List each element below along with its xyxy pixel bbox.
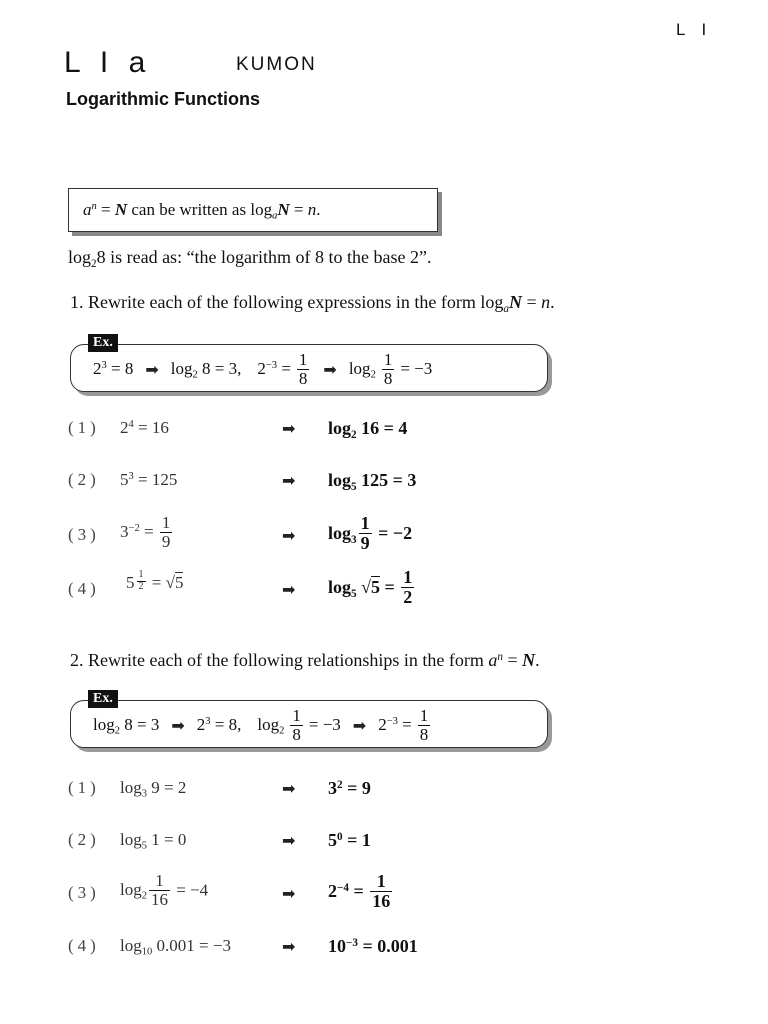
s2-ex-e1-log: $\log_2 8 = 3$: [93, 715, 160, 738]
rule-N2: N: [277, 200, 290, 219]
problem-label: (2): [68, 830, 100, 849]
page-code: L I: [676, 20, 713, 39]
problem-question: $\log_5 1 = 0$: [120, 830, 187, 852]
s2-instr-N: N: [522, 650, 536, 670]
arrow-icon: ➡: [282, 580, 296, 599]
s1-instr-N: N: [508, 292, 522, 312]
section2-instruction: [70, 650, 540, 671]
s2-instr-eq: =: [502, 650, 523, 670]
problem-answer: $2^{-4}$ = $\frac{1}{16}$: [328, 871, 391, 911]
s1-ex-e2: $2^{-3}$ =: [257, 359, 291, 379]
section1-ex-tag: Ex.: [88, 334, 118, 352]
s1-instr-n: n: [541, 292, 551, 312]
s1-instr-eq: =: [521, 292, 542, 312]
s2-ex-e1: $2^3 = 8$,: [196, 715, 242, 735]
s1-ex-e2-rhs: = −3: [400, 359, 433, 379]
s2-problem-1: [68, 778, 568, 802]
rule-box: [68, 188, 438, 232]
problem-question: $2^4 = 16$: [120, 418, 169, 437]
rule-eq: =: [96, 200, 115, 219]
s1-instr-text: 1. Rewrite each of the following expressions in the form log: [70, 292, 504, 312]
rule-n2: n: [307, 200, 317, 219]
arrow-icon: ➡: [282, 884, 296, 903]
problem-question: $\log_3 9 = 2$: [120, 778, 187, 800]
s1-instr-sub: a: [503, 302, 509, 315]
arrow-icon: ➡: [282, 831, 296, 850]
s2-instr-n: n: [497, 650, 503, 663]
rule-N: N: [114, 200, 128, 219]
arrow-icon: ➡: [282, 419, 296, 438]
problem-label: (3): [68, 883, 100, 902]
s2-problem-4: [68, 936, 568, 960]
read-arg: 8: [96, 247, 106, 267]
s2-problem-2: [68, 830, 568, 854]
s2-instr-text: 2. Rewrite each of the following relationships in the form: [70, 650, 489, 670]
s2-ex-e2-frac: $\frac{1}{8}$: [292, 706, 301, 744]
rule-sub-a: a: [272, 210, 278, 222]
problem-label: (3): [68, 525, 100, 544]
s1-problem-1: [68, 418, 568, 442]
s1-problem-2: [68, 470, 568, 494]
arrow-icon: ➡: [282, 779, 296, 798]
s2-instr-end: .: [535, 650, 540, 670]
read-log: log: [68, 247, 92, 267]
section1-example-box: [70, 344, 548, 392]
problem-question: $\log_2$ $\frac{1}{16}$ = −4: [120, 871, 209, 909]
s2-ex-e2-log: $\log_2$: [257, 715, 285, 738]
problem-question: $3^{-2}$ = $\frac{1}{9}$: [120, 513, 171, 551]
section1-instruction: [70, 292, 555, 313]
read-line: [68, 247, 432, 268]
s1-ex-e2-log: $\log_2$: [348, 359, 376, 382]
arrow-icon: ➡: [282, 526, 296, 545]
s1-problem-3: [68, 514, 568, 558]
s2-problem-3: [68, 872, 568, 916]
problem-question: $\log_{10} 0.001 = -3$: [120, 936, 231, 958]
s2-ex-e2-frac2: $\frac{1}{8}$: [419, 706, 429, 744]
arrow-icon: ➡: [145, 359, 159, 379]
s1-ex-e1: $2^3 = 8$: [93, 359, 134, 379]
rule-text: can be written as log: [127, 200, 273, 219]
brand-logo: KUMON: [236, 54, 317, 75]
problem-label: (2): [68, 470, 100, 489]
arrow-icon: ➡: [171, 715, 185, 735]
arrow-icon: ➡: [282, 937, 296, 956]
problem-answer: $10^{-3} = 0.001$: [328, 936, 418, 956]
problem-answer: $\log_5 √5$ = $\frac{1}{2}$: [328, 567, 413, 607]
rule-n: n: [91, 201, 97, 213]
s1-ex-e2-frac: $\frac{1}{8}$: [298, 350, 308, 388]
problem-label: (4): [68, 936, 100, 955]
rule-eq2: =: [289, 200, 308, 219]
s2-ex-e2: $2^{-3}$ =: [378, 715, 412, 735]
rule-end: .: [316, 200, 321, 219]
problem-answer: $\log_5 125 = 3$: [328, 470, 417, 493]
rule-a: a: [83, 200, 92, 219]
section2-ex-tag: Ex.: [88, 690, 118, 708]
arrow-icon: ➡: [352, 715, 367, 735]
s1-ex-e1-log: $\log_2 8 = 3$,: [170, 359, 242, 382]
problem-label: (4): [68, 579, 100, 598]
read-base: 2: [91, 257, 97, 270]
read-text: is read as: “the logarithm of 8 to the base 2”.: [105, 247, 432, 267]
problem-answer: $5^0 = 1$: [328, 830, 371, 850]
level-label: L I a: [64, 46, 152, 79]
page-title: Logarithmic Functions: [66, 89, 261, 109]
problem-label: (1): [68, 778, 100, 797]
s1-problem-4: [68, 568, 568, 612]
problem-label: (1): [68, 418, 100, 437]
problem-answer: $\log_3$ $\frac{1}{9}$ = −2: [328, 513, 413, 553]
arrow-icon: ➡: [323, 359, 337, 379]
section2-example-box: [70, 700, 548, 748]
s2-ex-e2-mid: = −3: [308, 715, 341, 735]
s1-ex-e2-log-frac: $\frac{1}{8}$: [383, 350, 393, 388]
problem-answer: $\log_2 16 = 4$: [328, 418, 408, 441]
s2-instr-a: a: [488, 650, 498, 670]
s1-instr-end: .: [550, 292, 555, 312]
problem-question: $5^3 = 125$: [120, 470, 178, 489]
problem-answer: $3^2 = 9$: [328, 778, 371, 798]
problem-question: 5 $\frac{1}{2}$ = √5: [126, 569, 184, 593]
arrow-icon: ➡: [282, 471, 296, 490]
